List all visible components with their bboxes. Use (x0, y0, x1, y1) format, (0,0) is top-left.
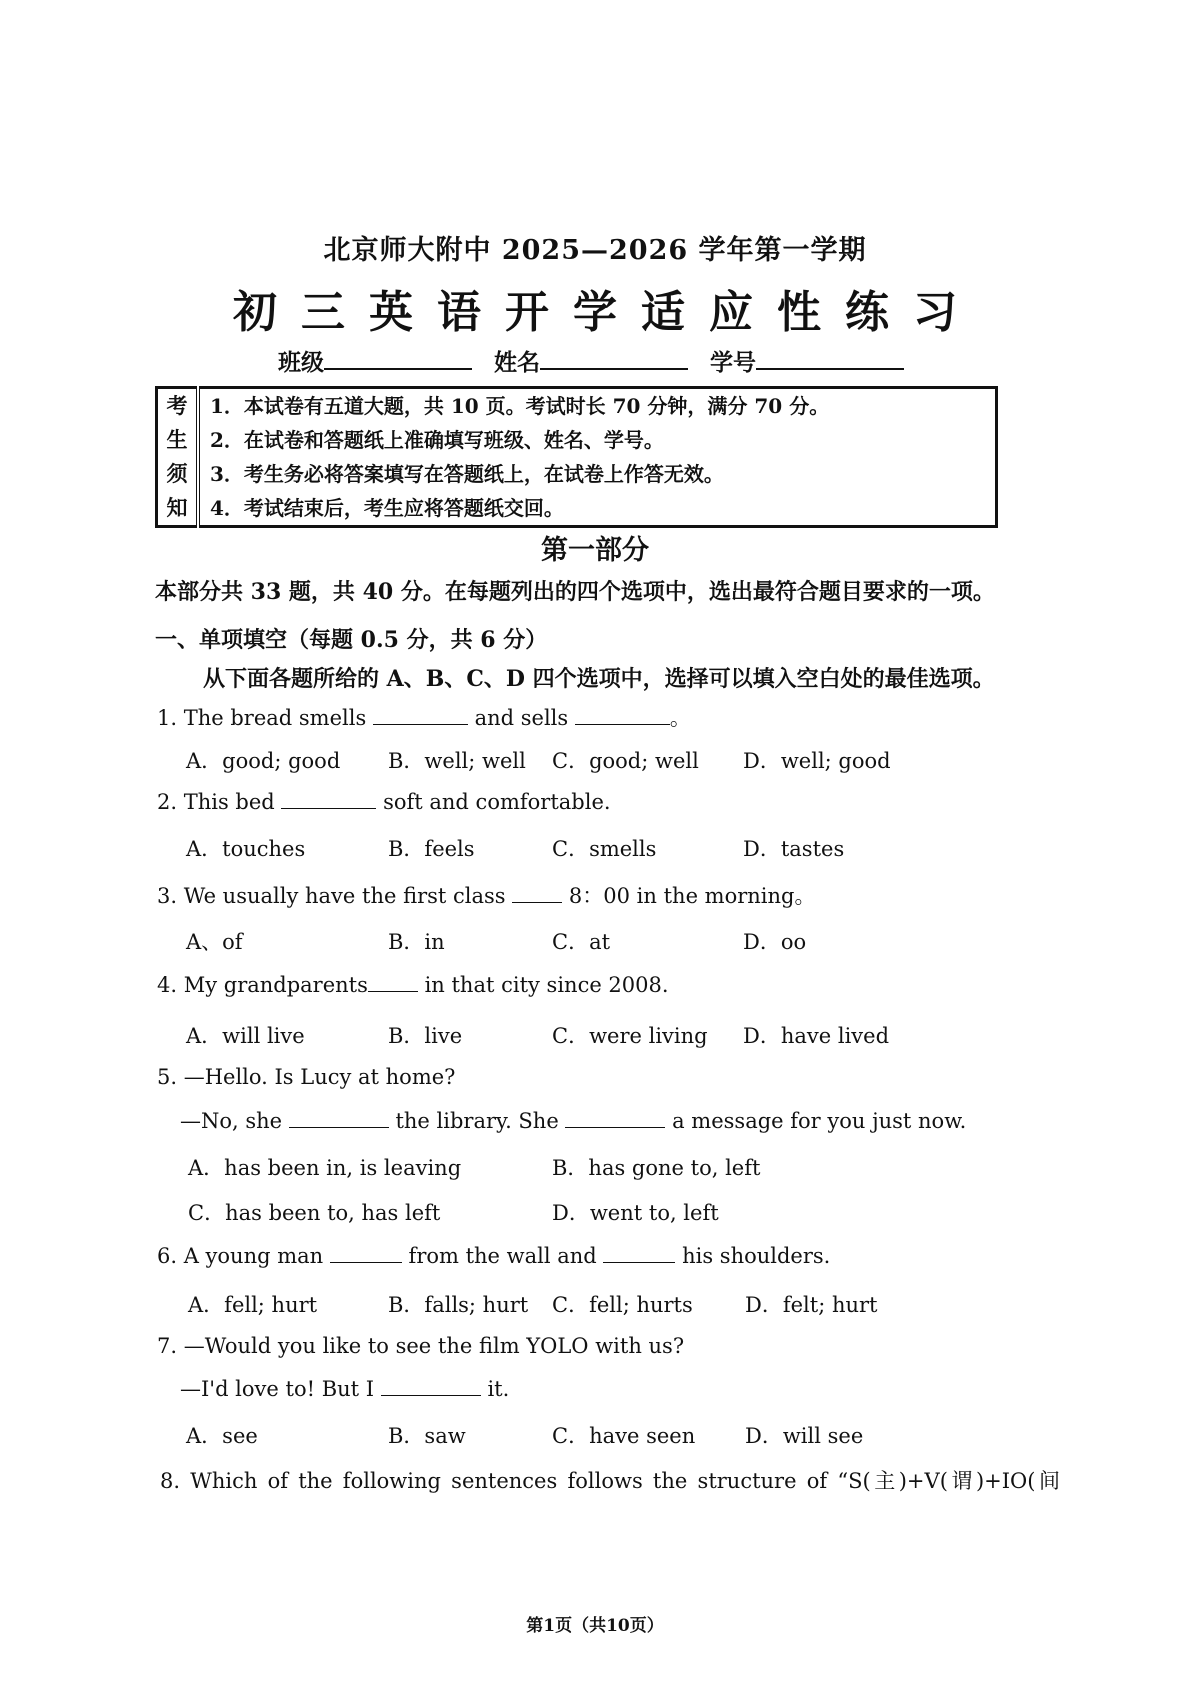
notice-items (198, 388, 997, 527)
question-text: soft and comfortable. (376, 790, 611, 814)
option-d: D．oo (743, 930, 807, 954)
option-b: B．in (388, 930, 445, 954)
question-text: —No, she (180, 1109, 289, 1133)
notice-label-char: 考 (166, 393, 188, 418)
question-text: 1. The bread smells (157, 706, 373, 730)
option-c: C．fell; hurts (552, 1293, 693, 1317)
question-5: 5. —Hello. Is Lucy at home? (157, 1065, 456, 1089)
option-b: B．has gone to, left (552, 1156, 761, 1180)
answer-blank (368, 973, 418, 992)
option-b: B．well; well (388, 749, 526, 773)
option-b: B．feels (388, 837, 475, 861)
option-a: A．has been in, is leaving (188, 1156, 462, 1180)
option-c: C．has been to, has left (188, 1201, 441, 1225)
option-a: A．touches (186, 837, 306, 861)
answer-blank (381, 1377, 481, 1396)
name-blank (540, 348, 688, 370)
question-7-reply (180, 1377, 509, 1401)
notice-item: 2．在试卷和答题纸上准确填写班级、姓名、学号。 (210, 428, 664, 452)
part-title: 第一部分 (541, 535, 649, 566)
answer-blank (512, 884, 562, 903)
question-5-reply (180, 1109, 966, 1133)
name-label: 姓名 (494, 349, 541, 376)
student-id-blank (756, 348, 904, 370)
option-c: C．good; well (552, 749, 699, 773)
option-c: C．were living (552, 1024, 708, 1048)
answer-blank (330, 1244, 402, 1263)
notice-label (157, 388, 199, 527)
question-2 (157, 790, 611, 814)
option-b: B．live (388, 1024, 463, 1048)
option-c: C．at (552, 930, 611, 954)
question-text: 8：00 in the morning。 (562, 884, 816, 908)
question-8: 8. Which of the following sentences follows the structure of “S(主)+V(谓)+IO(间 (160, 1469, 1060, 1493)
answer-blank (281, 790, 376, 809)
option-b: B．saw (388, 1424, 466, 1448)
question-text: from the wall and (401, 1244, 604, 1268)
exam-notice-box (155, 386, 998, 528)
question-text: 2. This bed (157, 790, 282, 814)
exam-title: 北京师大附中 2025—2026 学年第一学期 (323, 235, 867, 266)
notice-item: 1．本试卷有五道大题，共 10 页。考试时长 70 分钟，满分 70 分。 (210, 394, 830, 418)
notice-item: 3．考生务必将答案填写在答题纸上，在试卷上作答无效。 (210, 462, 724, 486)
question-text: 。 (669, 706, 691, 730)
question-text: it. (480, 1377, 510, 1401)
class-blank (324, 348, 472, 370)
class-label: 班级 (278, 349, 324, 376)
option-d: D．well; good (743, 749, 891, 773)
page-footer: 第1页（共10页） (526, 1616, 664, 1636)
question-text: a message for you just now. (665, 1109, 967, 1133)
option-c: C．have seen (552, 1424, 696, 1448)
option-d: D．went to, left (552, 1201, 719, 1225)
question-4 (157, 973, 669, 997)
notice-item: 4．考试结束后，考生应将答题纸交回。 (210, 496, 564, 520)
option-b: B．falls; hurt (388, 1293, 529, 1317)
question-text: in that city since 2008. (417, 973, 669, 997)
question-1 (157, 702, 691, 732)
question-text: the library. She (388, 1109, 566, 1133)
question-7: 7. —Would you like to see the film YOLO with us? (157, 1334, 685, 1358)
answer-blank (289, 1109, 389, 1128)
section-instruction: 从下面各题所给的 A、B、C、D 四个选项中，选择可以填入空白处的最佳选项。 (203, 666, 995, 692)
answer-blank (575, 706, 670, 725)
student-info-fields (278, 344, 918, 377)
question-text: 6. A young man (157, 1244, 330, 1268)
exam-subtitle: 初三英语开学适应性练习 (233, 287, 981, 338)
option-a: A、of (186, 930, 243, 954)
answer-blank (565, 1109, 665, 1128)
option-d: D．will see (745, 1424, 864, 1448)
option-a: A．good; good (186, 749, 341, 773)
option-a: A．see (186, 1424, 258, 1448)
option-d: D．have lived (743, 1024, 890, 1048)
option-c: C．smells (552, 837, 657, 861)
section-title: 一、单项填空（每题 0.5 分，共 6 分） (155, 627, 548, 653)
student-id-label: 学号 (710, 349, 757, 376)
notice-label-char: 生 (166, 427, 188, 452)
question-text: —I'd love to! But I (180, 1377, 381, 1401)
question-3 (157, 880, 815, 910)
answer-blank (603, 1244, 675, 1263)
question-text: and sells (467, 706, 575, 730)
option-d: D．tastes (743, 837, 845, 861)
notice-label-char: 须 (166, 461, 188, 486)
question-6 (157, 1244, 830, 1268)
option-a: A．fell; hurt (188, 1293, 318, 1317)
question-text: 4. My grandparents (157, 973, 368, 997)
question-text: 3. We usually have the first class (157, 884, 513, 908)
option-a: A．will live (186, 1024, 305, 1048)
notice-label-char: 知 (166, 495, 188, 520)
answer-blank (373, 706, 468, 725)
option-d: D．felt; hurt (745, 1293, 878, 1317)
question-text: his shoulders. (675, 1244, 831, 1268)
part-intro: 本部分共 33 题，共 40 分。在每题列出的四个选项中，选出最符合题目要求的一项。 (155, 579, 995, 605)
